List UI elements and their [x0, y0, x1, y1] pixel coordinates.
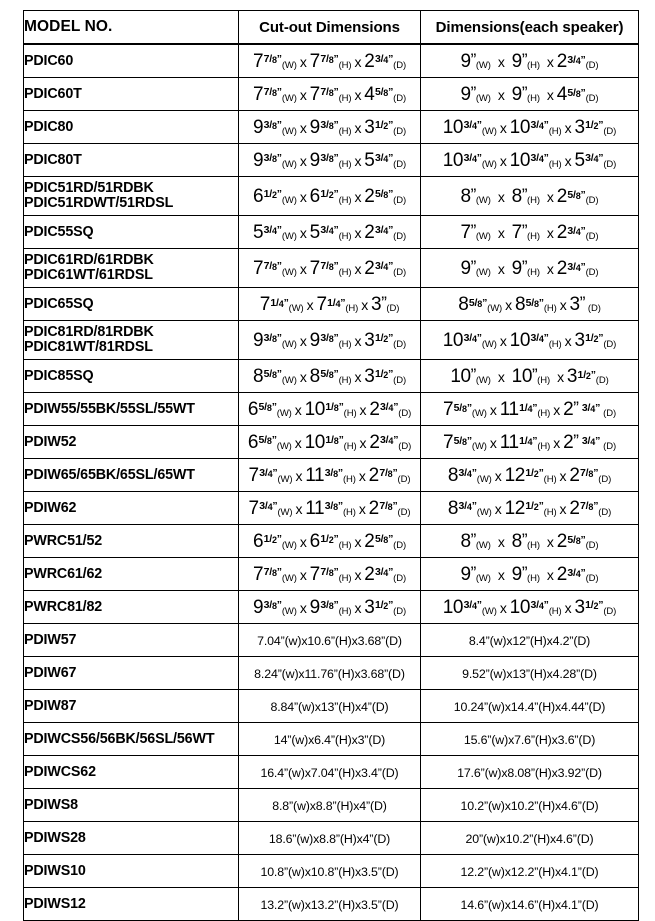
cell-speaker-dimensions: 8.4”(w)x12”(H)x4.2”(D)	[421, 624, 639, 657]
model-line: PDIC81RD/81RDBK	[24, 324, 154, 340]
cell-cutout-dimensions: 7.04”(w)x10.6”(H)x3.68”(D)	[239, 624, 421, 657]
cell-speaker-dimensions: 103/4”(W) x 103/4”(H) x 31/2”(D)	[421, 321, 639, 360]
table-row	[24, 756, 639, 789]
cell-speaker-dimensions: 9”(W) x 9”(H) x 23/4”(D)	[421, 558, 639, 591]
cell-cutout-dimensions: 93/8”(W) x 93/8”(H) x 31/2”(D)	[239, 111, 421, 144]
cell-speaker-dimensions: 8”(W) x 8”(H) x 25/8”(D)	[421, 525, 639, 558]
cell-model-no	[24, 690, 239, 723]
cell-cutout-dimensions: 13.2”(w)x13.2”(H)x3.5”(D)	[239, 888, 421, 921]
cell-speaker-dimensions: 103/4”(W) x 103/4”(H) x 31/2”(D)	[421, 591, 639, 624]
cell-cutout-dimensions: 65/8”(W) x 101/8”(H) x 23/4”(D)	[239, 393, 421, 426]
model-line: PDIWCS56/56BK/56SL/56WT	[24, 731, 215, 747]
cell-model-no	[24, 624, 239, 657]
cell-cutout-dimensions: 8.84”(w)x13”(H)x4”(D)	[239, 690, 421, 723]
cell-speaker-dimensions: 9”(W) x 9”(H) x 23/4”(D)	[421, 249, 639, 288]
cell-cutout-dimensions: 8.24”(w)x11.76”(H)x3.68”(D)	[239, 657, 421, 690]
table-row	[24, 624, 639, 657]
cell-model-no	[24, 723, 239, 756]
model-line: PDIW52	[24, 434, 77, 450]
cell-cutout-dimensions: 85/8”(W) x 85/8”(H) x 31/2”(D)	[239, 360, 421, 393]
model-line: PDIC80T	[24, 152, 82, 168]
cell-cutout-dimensions: 77/8”(W) x 77/8”(H) x 23/4”(D)	[239, 249, 421, 288]
model-line: PDIW65/65BK/65SL/65WT	[24, 467, 195, 483]
column-header-cutout: Cut-out Dimensions	[239, 11, 421, 45]
cell-model-no	[24, 789, 239, 822]
table-row	[24, 657, 639, 690]
cell-cutout-dimensions: 10.8”(w)x10.8”(H)x3.5”(D)	[239, 855, 421, 888]
table-row	[24, 321, 639, 360]
column-header-speaker: Dimensions(each speaker)	[421, 11, 639, 45]
cell-cutout-dimensions: 16.4”(w)x7.04”(H)x3.4”(D)	[239, 756, 421, 789]
cell-cutout-dimensions: 71/4”(W) x 71/4”(H) x 3”(D)	[239, 288, 421, 321]
table-row	[24, 690, 639, 723]
cell-speaker-dimensions: 12.2”(w)x12.2”(H)x4.1”(D)	[421, 855, 639, 888]
cell-model-no	[24, 288, 239, 321]
cell-cutout-dimensions: 93/8”(W) x 93/8”(H) x 31/2”(D)	[239, 591, 421, 624]
table-body	[24, 44, 639, 921]
cell-model-no	[24, 360, 239, 393]
model-line: PDIW87	[24, 698, 77, 714]
cell-speaker-dimensions: 7”(W) x 7”(H) x 23/4”(D)	[421, 216, 639, 249]
cell-speaker-dimensions: 85/8”(W) x 85/8”(H) x 3” (D)	[421, 288, 639, 321]
model-line: PDIC80	[24, 119, 74, 135]
model-line: PDIW67	[24, 665, 77, 681]
column-header-model: MODEL NO.	[24, 11, 239, 45]
table-row	[24, 426, 639, 459]
cell-cutout-dimensions: 77/8”(W) x 77/8”(H) x 23/4”(D)	[239, 44, 421, 78]
cell-speaker-dimensions: 17.6”(w)x8.08”(H)x3.92”(D)	[421, 756, 639, 789]
model-line: PDIWCS62	[24, 764, 96, 780]
cell-model-no	[24, 426, 239, 459]
table-row	[24, 591, 639, 624]
cell-model-no	[24, 822, 239, 855]
table-row	[24, 288, 639, 321]
cell-model-no	[24, 888, 239, 921]
cell-model-no	[24, 177, 239, 216]
cell-model-no	[24, 78, 239, 111]
table-header-row	[24, 11, 639, 45]
table-row	[24, 144, 639, 177]
table-row	[24, 44, 639, 78]
model-line: PDIWS12	[24, 896, 86, 912]
table-row	[24, 525, 639, 558]
model-line: PWRC81/82	[24, 599, 103, 615]
cell-speaker-dimensions: 10”(W) x 10”(H) x 31/2”(D)	[421, 360, 639, 393]
cell-cutout-dimensions: 14”(w)x6.4”(H)x3”(D)	[239, 723, 421, 756]
cell-speaker-dimensions: 75/8”(W) x 111/4”(H) x 2” 3/4” (D)	[421, 426, 639, 459]
cell-model-no	[24, 525, 239, 558]
cell-speaker-dimensions: 8”(W) x 8”(H) x 25/8”(D)	[421, 177, 639, 216]
cell-model-no	[24, 216, 239, 249]
cell-speaker-dimensions: 9.52”(w)x13”(H)x4.28”(D)	[421, 657, 639, 690]
cell-cutout-dimensions: 8.8”(w)x8.8”(H)x4”(D)	[239, 789, 421, 822]
model-line: PDIC60	[24, 53, 74, 69]
cell-speaker-dimensions: 10.2”(w)x10.2”(H)x4.6”(D)	[421, 789, 639, 822]
cell-model-no	[24, 492, 239, 525]
table-row	[24, 723, 639, 756]
table-row	[24, 393, 639, 426]
cell-cutout-dimensions: 65/8”(W) x 101/8”(H) x 23/4”(D)	[239, 426, 421, 459]
model-line: PDIW62	[24, 500, 77, 516]
cell-cutout-dimensions: 73/4”(W) x 113/8”(H) x 27/8”(D)	[239, 459, 421, 492]
cell-cutout-dimensions: 18.6”(w)x8.8”(H)x4”(D)	[239, 822, 421, 855]
cell-speaker-dimensions: 10.24”(w)x14.4”(H)x4.44”(D)	[421, 690, 639, 723]
model-line: PDIC65SQ	[24, 296, 94, 312]
table-row	[24, 459, 639, 492]
table-row	[24, 558, 639, 591]
table-row	[24, 855, 639, 888]
cell-cutout-dimensions: 93/8”(W) x 93/8”(H) x 31/2”(D)	[239, 321, 421, 360]
cell-cutout-dimensions: 77/8”(W) x 77/8”(H) x 23/4”(D)	[239, 558, 421, 591]
model-line: PDIWS10	[24, 863, 86, 879]
cell-cutout-dimensions: 93/8”(W) x 93/8”(H) x 53/4”(D)	[239, 144, 421, 177]
table-row	[24, 492, 639, 525]
cell-cutout-dimensions: 61/2”(W) x 61/2”(H) x 25/8”(D)	[239, 525, 421, 558]
speaker-dimensions-table	[23, 10, 639, 921]
cell-cutout-dimensions: 61/2”(W) x 61/2”(H) x 25/8”(D)	[239, 177, 421, 216]
cell-model-no	[24, 44, 239, 78]
model-line: PDIC51RDWT/51RDSL	[24, 195, 174, 211]
cell-model-no	[24, 459, 239, 492]
model-line: PDIC55SQ	[24, 224, 94, 240]
cell-speaker-dimensions: 9”(W) x 9”(H) x 23/4”(D)	[421, 44, 639, 78]
cell-speaker-dimensions: 83/4”(W) x 121/2”(H) x 27/8”(D)	[421, 459, 639, 492]
model-line: PDIWS8	[24, 797, 78, 813]
model-line: PDIC61WT/61RDSL	[24, 267, 153, 283]
cell-cutout-dimensions: 73/4”(W) x 113/8”(H) x 27/8”(D)	[239, 492, 421, 525]
cell-model-no	[24, 756, 239, 789]
model-line: PDIC85SQ	[24, 368, 94, 384]
cell-model-no	[24, 393, 239, 426]
table-row	[24, 177, 639, 216]
cell-speaker-dimensions: 9”(W) x 9”(H) x 45/8”(D)	[421, 78, 639, 111]
cell-cutout-dimensions: 53/4”(W) x 53/4”(H) x 23/4”(D)	[239, 216, 421, 249]
model-line: PDIWS28	[24, 830, 86, 846]
model-line: PDIW55/55BK/55SL/55WT	[24, 401, 195, 417]
cell-speaker-dimensions: 103/4”(W) x 103/4”(H) x 31/2”(D)	[421, 111, 639, 144]
cell-model-no	[24, 855, 239, 888]
model-line: PDIC61RD/61RDBK	[24, 252, 154, 268]
cell-model-no	[24, 558, 239, 591]
cell-speaker-dimensions: 15.6”(w)x7.6”(H)x3.6”(D)	[421, 723, 639, 756]
table-row	[24, 789, 639, 822]
cell-speaker-dimensions: 14.6”(w)x14.6”(H)x4.1”(D)	[421, 888, 639, 921]
cell-cutout-dimensions: 77/8”(W) x 77/8”(H) x 45/8”(D)	[239, 78, 421, 111]
cell-model-no	[24, 144, 239, 177]
model-line: PWRC51/52	[24, 533, 103, 549]
table-row	[24, 249, 639, 288]
cell-speaker-dimensions: 20”(w)x10.2”(H)x4.6”(D)	[421, 822, 639, 855]
cell-model-no	[24, 657, 239, 690]
cell-model-no	[24, 249, 239, 288]
cell-model-no	[24, 321, 239, 360]
table-row	[24, 216, 639, 249]
table-row	[24, 360, 639, 393]
cell-speaker-dimensions: 103/4”(W) x 103/4”(H) x 53/4”(D)	[421, 144, 639, 177]
cell-speaker-dimensions: 75/8”(W) x 111/4”(H) x 2” 3/4” (D)	[421, 393, 639, 426]
cell-model-no	[24, 111, 239, 144]
model-line: PDIC51RD/51RDBK	[24, 180, 154, 196]
table-row	[24, 822, 639, 855]
cell-model-no	[24, 591, 239, 624]
model-line: PWRC61/62	[24, 566, 103, 582]
table-row	[24, 111, 639, 144]
cell-speaker-dimensions: 83/4”(W) x 121/2”(H) x 27/8”(D)	[421, 492, 639, 525]
model-line: PDIW57	[24, 632, 77, 648]
model-line: PDIC81WT/81RDSL	[24, 339, 153, 355]
model-line: PDIC60T	[24, 86, 82, 102]
table-row	[24, 888, 639, 921]
table-row	[24, 78, 639, 111]
